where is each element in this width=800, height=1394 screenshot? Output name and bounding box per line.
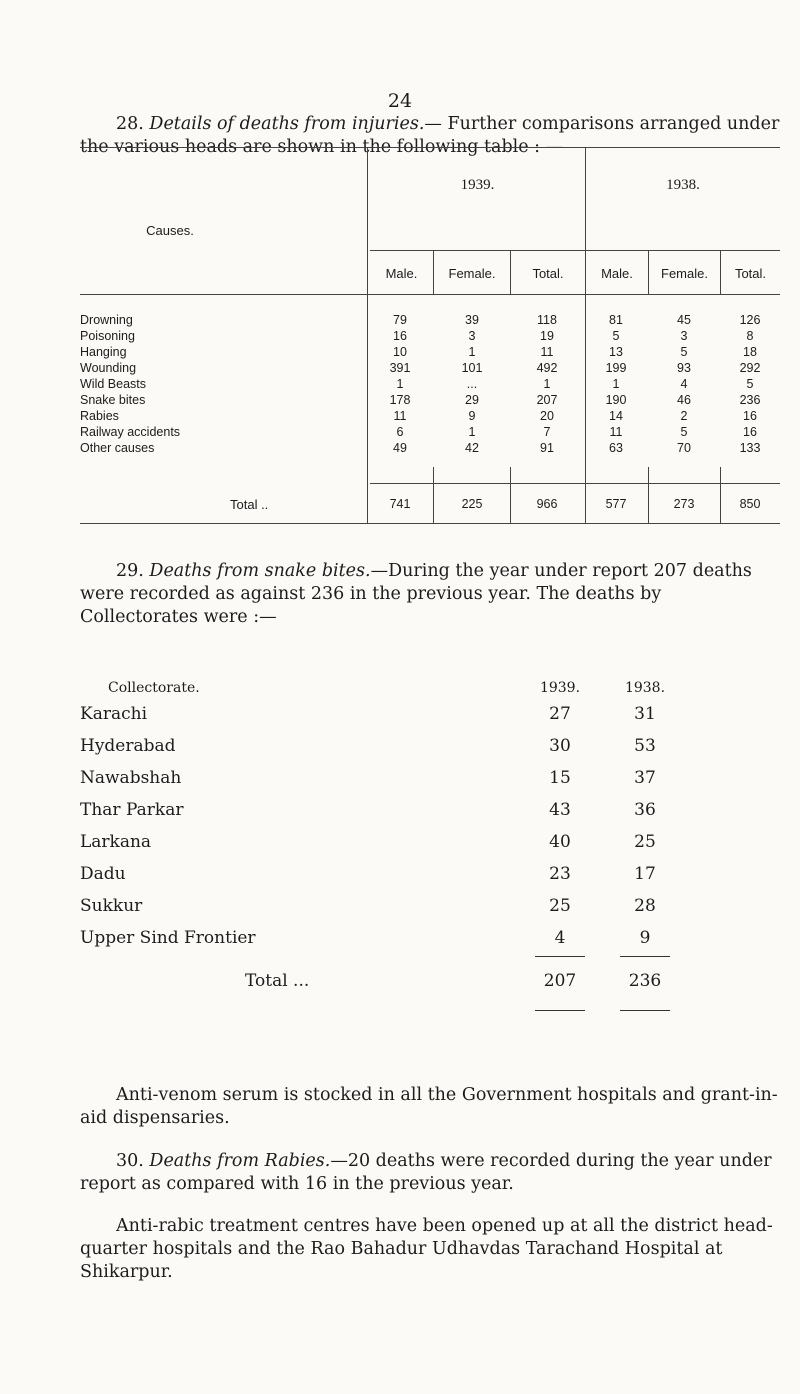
male-1939-header: Male. — [385, 266, 418, 281]
value-1939: 43 — [549, 800, 571, 820]
value-1938: 17 — [634, 864, 656, 884]
total-1939-cell: 7 — [543, 425, 551, 439]
female-1939-cell: 9 — [468, 409, 476, 423]
total-1939-cell: 118 — [537, 313, 557, 327]
female-1939-header: Female. — [448, 266, 496, 281]
value-1939: 30 — [549, 736, 571, 756]
value-1939: 25 — [549, 896, 571, 916]
male-1939-cell: 1 — [396, 377, 404, 391]
male-1938-cell: 63 — [609, 441, 623, 455]
female-1938-cell: 46 — [677, 393, 691, 407]
value-1938: 53 — [634, 736, 656, 756]
section-29-title: Deaths from snake bites. — [149, 561, 371, 581]
section-28-title: Details of deaths from injuries. — [149, 114, 425, 134]
causes-header: Causes. — [146, 223, 194, 238]
total-row — [80, 497, 780, 513]
table-row — [80, 928, 780, 952]
section-29-paragraph — [80, 560, 780, 629]
table-row — [80, 425, 780, 441]
female-1938-cell: 5 — [680, 345, 688, 359]
male-1938-header: Male. — [601, 266, 633, 281]
female-1939-cell: 101 — [461, 361, 483, 375]
value-1938: 36 — [634, 800, 656, 820]
section-30-text: —20 deaths were recorded during the year under report as compared with 16 in the previous year. — [80, 1151, 772, 1194]
total-1939-cell: 207 — [536, 393, 558, 407]
male-1939-cell: 10 — [393, 345, 407, 359]
female-1939-cell: ... — [466, 377, 478, 391]
divider — [535, 956, 585, 957]
value-1938: 28 — [634, 896, 656, 916]
value-1939: 23 — [549, 864, 571, 884]
female-1938-cell: 5 — [680, 425, 688, 439]
total-1938-cell: 8 — [746, 329, 754, 343]
cause-label: Hanging — [80, 345, 127, 359]
table-row — [80, 768, 780, 792]
cause-label: Other causes — [80, 441, 155, 455]
total-1939-header: Total. — [532, 266, 564, 281]
total-1938-cell: 18 — [743, 345, 757, 359]
divider — [620, 1010, 670, 1011]
divider — [620, 956, 670, 957]
collectorate-name: Upper Sind Frontier — [80, 928, 256, 948]
male-1939-cell: 391 — [389, 361, 411, 375]
cause-label: Poisoning — [80, 329, 135, 343]
table-row — [80, 345, 780, 361]
table-row — [80, 329, 780, 345]
male-1938-total: 577 — [605, 497, 627, 511]
cause-label: Wild Beasts — [80, 377, 146, 391]
male-1938-cell: 14 — [609, 409, 623, 423]
male-1938-cell: 5 — [612, 329, 620, 343]
section-30-title: Deaths from Rabies. — [149, 1151, 331, 1171]
female-1938-cell: 4 — [680, 377, 688, 391]
total-1939-cell: 19 — [540, 329, 554, 343]
table-row — [80, 441, 780, 457]
total-1938: 236 — [628, 971, 662, 991]
value-1939: 4 — [554, 928, 566, 948]
table-row — [80, 736, 780, 760]
collectorate-name: Karachi — [80, 704, 148, 724]
female-1939-cell: 39 — [465, 313, 479, 327]
total-1938-total: 850 — [739, 497, 761, 511]
collectorate-name: Nawabshah — [80, 768, 182, 788]
female-1938-total: 273 — [673, 497, 695, 511]
male-1939-cell: 178 — [389, 393, 411, 407]
collectorate-name: Larkana — [80, 832, 152, 852]
total-label: Total .. — [230, 497, 269, 512]
section-28-number: 28. — [116, 114, 144, 134]
table-row — [80, 377, 780, 393]
total-1939: 207 — [543, 971, 577, 991]
male-1939-cell: 16 — [393, 329, 407, 343]
table-row — [80, 409, 780, 425]
value-1939: 27 — [549, 704, 571, 724]
male-1939-total: 741 — [389, 497, 411, 511]
section-28-text: — Further comparisons arranged under the various heads are shown in the following table : — — [80, 114, 780, 157]
antirabic-paragraph: Anti-rabic treatment centres have been opened up at all the district head-quarter hospitals and the Rao Bahadur Udhavdas Tarachand Hospital at Shikarpur. — [80, 1216, 773, 1282]
total-1938-cell: 126 — [739, 313, 761, 327]
injuries-table — [80, 147, 780, 527]
value-1938: 37 — [634, 768, 656, 788]
female-1938-header: Female. — [661, 266, 708, 281]
male-1938-cell: 11 — [609, 425, 623, 439]
total-1939-cell: 91 — [540, 441, 554, 455]
cause-label: Drowning — [80, 313, 133, 327]
total-1938-cell: 16 — [743, 409, 757, 423]
table-row — [80, 393, 780, 409]
section-29-number: 29. — [116, 561, 144, 581]
total-1939-total: 966 — [536, 497, 558, 511]
female-1939-cell: 29 — [465, 393, 479, 407]
section-30-paragraph — [80, 1150, 780, 1196]
total-1939-cell: 11 — [540, 345, 554, 359]
total-1939-cell: 1 — [543, 377, 551, 391]
male-1938-cell: 190 — [605, 393, 627, 407]
cause-label: Snake bites — [80, 393, 146, 407]
male-1939-cell: 6 — [396, 425, 404, 439]
female-1939-cell: 42 — [465, 441, 479, 455]
total-1938-header: Total. — [734, 266, 767, 281]
total-1938-cell: 5 — [746, 377, 754, 391]
cause-label: Wounding — [80, 361, 137, 375]
female-1938-cell: 3 — [680, 329, 688, 343]
male-1939-cell: 11 — [393, 409, 407, 423]
year-1938-header: 1938. — [624, 680, 666, 696]
female-1939-cell: 1 — [468, 345, 476, 359]
male-1939-cell: 79 — [393, 313, 407, 327]
collectorate-name: Sukkur — [80, 896, 143, 916]
female-1938-cell: 93 — [677, 361, 691, 375]
divider — [535, 1010, 585, 1011]
value-1938: 31 — [634, 704, 656, 724]
total-1939-cell: 20 — [540, 409, 554, 423]
table-row — [80, 704, 780, 728]
total-row — [80, 971, 780, 995]
table-row — [80, 361, 780, 377]
value-1939: 15 — [549, 768, 571, 788]
collectorate-name: Thar Parkar — [80, 800, 184, 820]
female-1938-cell: 45 — [677, 313, 691, 327]
value-1938: 9 — [639, 928, 651, 948]
section-30-number: 30. — [116, 1151, 144, 1171]
page-number: 24 — [387, 90, 413, 112]
female-1939-cell: 3 — [468, 329, 476, 343]
male-1938-cell: 199 — [605, 361, 627, 375]
total-label: Total ... — [245, 971, 310, 991]
total-1938-cell: 292 — [739, 361, 761, 375]
year-1939-header: 1939. — [460, 177, 495, 193]
year-1938-header: 1938. — [666, 177, 700, 193]
total-1938-cell: 236 — [739, 393, 761, 407]
male-1938-cell: 13 — [609, 345, 623, 359]
table-row — [80, 800, 780, 824]
table-row — [80, 864, 780, 888]
value-1939: 40 — [549, 832, 571, 852]
total-1938-cell: 133 — [739, 441, 761, 455]
female-1939-total: 225 — [461, 497, 483, 511]
table-row — [80, 313, 780, 329]
snake-bites-table — [80, 680, 780, 1080]
male-1938-cell: 81 — [609, 313, 623, 327]
cause-label: Railway accidents — [80, 425, 181, 439]
female-1938-cell: 2 — [680, 409, 688, 423]
total-1938-cell: 16 — [743, 425, 757, 439]
male-1938-cell: 1 — [612, 377, 620, 391]
female-1938-cell: 70 — [677, 441, 691, 455]
section-29-text: —During the year under report 207 deaths were recorded as against 236 in the previous year. The deaths by Collectorates were :— — [80, 561, 752, 627]
collectorate-name: Dadu — [80, 864, 126, 884]
cause-label: Rabies — [80, 409, 119, 423]
collectorate-header: Collectorate. — [108, 680, 200, 696]
year-1939-header: 1939. — [539, 680, 581, 696]
value-1938: 25 — [634, 832, 656, 852]
male-1939-cell: 49 — [393, 441, 407, 455]
table-row — [80, 832, 780, 856]
total-1939-cell: 492 — [536, 361, 558, 375]
antivenom-paragraph: Anti-venom serum is stocked in all the Government hospitals and grant-in-aid dispensaries. — [80, 1085, 778, 1128]
table-row — [80, 896, 780, 920]
female-1939-cell: 1 — [468, 425, 476, 439]
collectorate-name: Hyderabad — [80, 736, 176, 756]
